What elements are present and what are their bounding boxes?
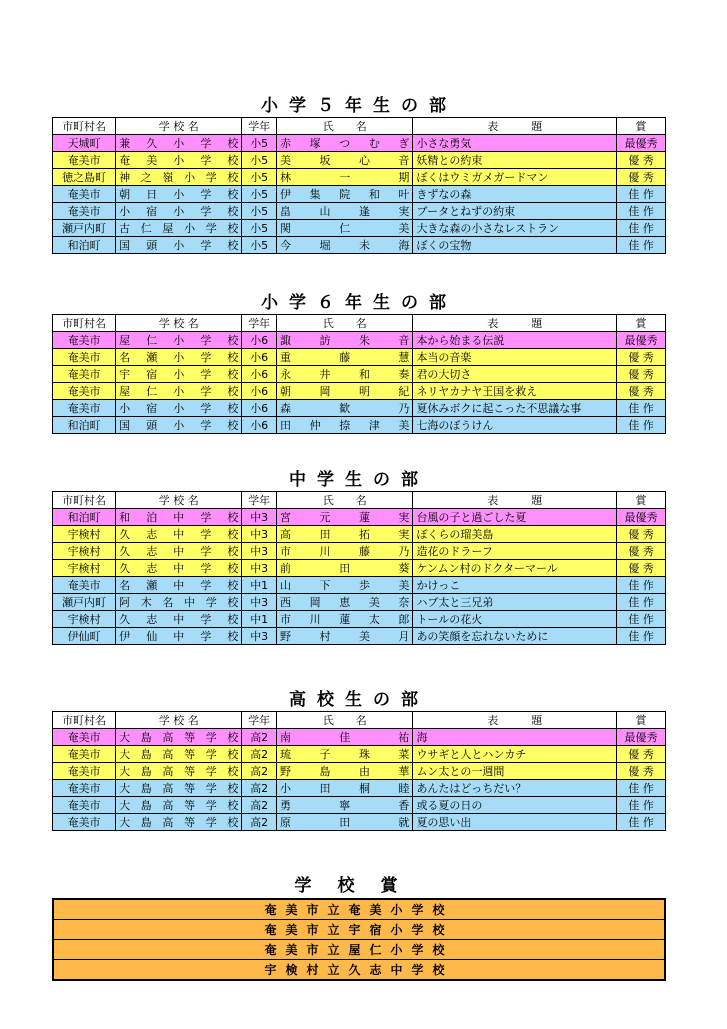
cell-name: 美坂心音 [277,152,413,169]
cell-name: 市川蓮太郎 [277,611,413,628]
cell-name: 今堀未海 [277,237,413,254]
cell-award: 最優秀 [617,509,666,526]
cell-name: 琉子珠菜 [277,746,413,763]
cell-school: 屋仁小学校 [116,383,242,400]
cell-municipality: 奄美市 [53,332,116,349]
cell-work-title: 夏の思い出 [413,814,617,831]
cell-grade: 小5 [242,135,277,152]
school-award-name: 奄美市立奄美小学校 [53,899,665,920]
school-award-name: 奄美市立宇宿小学校 [53,920,665,940]
cell-name: 南佳祐 [277,729,413,746]
cell-name: 朝岡明紀 [277,383,413,400]
table-row [53,797,666,814]
section-title: 中学生の部 [289,470,429,490]
cell-school: 久志中学校 [116,526,242,543]
cell-school: 大島高等学校 [116,763,242,780]
cell-name: 田仲捺津美 [277,417,413,434]
cell-school: 大島高等学校 [116,780,242,797]
column-header-school: 学 校 名 [116,118,242,135]
cell-school: 名瀬小学校 [116,349,242,366]
cell-school: 伊仙中学校 [116,628,242,645]
cell-grade: 中1 [242,611,277,628]
column-header-grade: 学年 [242,492,277,509]
awards-table [52,117,666,254]
cell-grade: 小5 [242,152,277,169]
cell-work-title: 夏休みボクに起こった不思議な事 [413,400,617,417]
cell-award: 佳 作 [617,814,666,831]
cell-school: 小宿小学校 [116,203,242,220]
cell-grade: 中3 [242,543,277,560]
cell-work-title: 或る夏の日の [413,797,617,814]
cell-grade: 高2 [242,729,277,746]
cell-grade: 高2 [242,814,277,831]
cell-work-title: 小さな勇気 [413,135,617,152]
cell-name: 関仁美 [277,220,413,237]
cell-name: 諏訪朱音 [277,332,413,349]
cell-municipality: 奄美市 [53,729,116,746]
table-row [53,543,666,560]
cell-school: 和泊中学校 [116,509,242,526]
cell-municipality: 奄美市 [53,400,116,417]
cell-award: 優 秀 [617,560,666,577]
table-header-row [53,492,666,509]
cell-municipality: 宇検村 [53,526,116,543]
cell-municipality: 奄美市 [53,577,116,594]
cell-municipality: 和泊町 [53,417,116,434]
cell-name: 永井和奏 [277,366,413,383]
cell-work-title: ムン太との一週間 [413,763,617,780]
cell-school: 宇宿小学校 [116,366,242,383]
cell-municipality: 奄美市 [53,746,116,763]
cell-grade: 中3 [242,560,277,577]
cell-award: 佳 作 [617,417,666,434]
cell-grade: 小5 [242,237,277,254]
cell-grade: 小5 [242,186,277,203]
table-row [53,526,666,543]
cell-name: 野村美月 [277,628,413,645]
cell-work-title: 台風の子と過ごした夏 [413,509,617,526]
cell-grade: 中3 [242,594,277,611]
cell-award: 佳 作 [617,611,666,628]
cell-name: 高田拓実 [277,526,413,543]
column-header-grade: 学年 [242,118,277,135]
awards-table [52,314,666,434]
section-title: 小学６年生の部 [261,293,457,313]
awards-table [52,491,666,645]
column-header-school: 学 校 名 [116,315,242,332]
cell-municipality: 和泊町 [53,237,116,254]
cell-grade: 小6 [242,332,277,349]
table-row [53,220,666,237]
cell-municipality: 宇検村 [53,611,116,628]
cell-grade: 中3 [242,628,277,645]
cell-grade: 小6 [242,349,277,366]
cell-work-title: かけっこ [413,577,617,594]
table-row [53,780,666,797]
column-header-work-title: 表 題 [413,315,617,332]
cell-work-title: 七海のぼうけん [413,417,617,434]
cell-work-title: 本から始まる伝説 [413,332,617,349]
school-award-name: 宇検村立久志中学校 [53,960,665,981]
cell-award: 佳 作 [617,237,666,254]
cell-award: 佳 作 [617,220,666,237]
cell-name: 重藤慧 [277,349,413,366]
cell-municipality: 奄美市 [53,349,116,366]
cell-municipality: 和泊町 [53,509,116,526]
cell-work-title: ケンムン村のドクターマール [413,560,617,577]
cell-award: 佳 作 [617,186,666,203]
cell-municipality: 伊仙町 [53,628,116,645]
cell-municipality: 奄美市 [53,780,116,797]
cell-work-title: 本当の音楽 [413,349,617,366]
cell-school: 奄美小学校 [116,152,242,169]
table-row [53,417,666,434]
cell-school: 大島高等学校 [116,729,242,746]
cell-grade: 高2 [242,797,277,814]
column-header-award: 賞 [617,712,666,729]
school-awards-table [52,898,666,981]
cell-work-title: 造花のドラーフ [413,543,617,560]
table-row [53,366,666,383]
table-row [53,594,666,611]
column-header-municipality: 市町村名 [53,118,116,135]
school-awards-title: 学校賞 [294,876,424,896]
table-row [53,577,666,594]
column-header-award: 賞 [617,492,666,509]
table-row [53,186,666,203]
cell-school: 神之嶺小学校 [116,169,242,186]
table-row [53,203,666,220]
cell-municipality: 天城町 [53,135,116,152]
table-row [53,349,666,366]
table-row [53,400,666,417]
cell-school: 名瀬中学校 [116,577,242,594]
cell-work-title: トールの花火 [413,611,617,628]
cell-award: 最優秀 [617,332,666,349]
column-header-name: 氏 名 [277,712,413,729]
list-item [53,940,665,960]
cell-award: 最優秀 [617,729,666,746]
column-header-municipality: 市町村名 [53,712,116,729]
cell-award: 佳 作 [617,594,666,611]
cell-grade: 高2 [242,746,277,763]
cell-award: 佳 作 [617,400,666,417]
table-row [53,135,666,152]
cell-municipality: 奄美市 [53,203,116,220]
cell-work-title: 大きな森の小さなレストラン [413,220,617,237]
cell-name: 森歓乃 [277,400,413,417]
cell-award: 優 秀 [617,383,666,400]
table-row [53,509,666,526]
column-header-school: 学 校 名 [116,492,242,509]
column-header-work-title: 表 題 [413,118,617,135]
cell-grade: 小6 [242,417,277,434]
cell-award: 優 秀 [617,763,666,780]
cell-school: 兼久小学校 [116,135,242,152]
cell-award: 優 秀 [617,746,666,763]
cell-municipality: 奄美市 [53,763,116,780]
cell-award: 優 秀 [617,169,666,186]
cell-municipality: 宇検村 [53,543,116,560]
cell-municipality: 奄美市 [53,814,116,831]
cell-award: 優 秀 [617,543,666,560]
cell-name: 伊集院和叶 [277,186,413,203]
cell-name: 小田桐睦 [277,780,413,797]
cell-work-title: ぼくらの瑠美島 [413,526,617,543]
cell-municipality: 奄美市 [53,186,116,203]
cell-work-title: ネリヤカナヤ王国を救え [413,383,617,400]
cell-grade: 小5 [242,169,277,186]
cell-award: 優 秀 [617,349,666,366]
table-header-row [53,712,666,729]
cell-school: 朝日小学校 [116,186,242,203]
cell-municipality: 奄美市 [53,366,116,383]
cell-award: 優 秀 [617,152,666,169]
column-header-award: 賞 [617,118,666,135]
cell-school: 国頭小学校 [116,237,242,254]
cell-name: 西岡恵美奈 [277,594,413,611]
column-header-municipality: 市町村名 [53,492,116,509]
cell-municipality: 瀬戸内町 [53,594,116,611]
table-header-row [53,315,666,332]
cell-grade: 小6 [242,400,277,417]
cell-school: 小宿小学校 [116,400,242,417]
cell-name: 前田葵 [277,560,413,577]
cell-school: 国頭小学校 [116,417,242,434]
cell-school: 屋仁小学校 [116,332,242,349]
column-header-municipality: 市町村名 [53,315,116,332]
table-row [53,746,666,763]
cell-school: 久志中学校 [116,611,242,628]
cell-grade: 高2 [242,780,277,797]
table-row [53,611,666,628]
cell-work-title: きずなの森 [413,186,617,203]
cell-name: 宮元蓮実 [277,509,413,526]
table-row [53,560,666,577]
cell-work-title: 君の大切さ [413,366,617,383]
column-header-name: 氏 名 [277,118,413,135]
cell-school: 久志中学校 [116,543,242,560]
cell-award: 優 秀 [617,366,666,383]
cell-name: 林一期 [277,169,413,186]
cell-school: 阿木名中学校 [116,594,242,611]
section-title: 高校生の部 [289,690,429,710]
cell-name: 野島由華 [277,763,413,780]
cell-work-title: 妖精との約束 [413,152,617,169]
table-header-row [53,118,666,135]
cell-municipality: 徳之島町 [53,169,116,186]
cell-work-title: あんたはどっちだい？ [413,780,617,797]
cell-work-title: あの笑顔を忘れないために [413,628,617,645]
cell-municipality: 瀬戸内町 [53,220,116,237]
column-header-award: 賞 [617,315,666,332]
cell-grade: 高2 [242,763,277,780]
list-item [53,960,665,981]
cell-work-title: ウサギと人とハンカチ [413,746,617,763]
table-row [53,237,666,254]
cell-grade: 中3 [242,526,277,543]
cell-name: 畠山逢実 [277,203,413,220]
column-header-work-title: 表 題 [413,712,617,729]
column-header-name: 氏 名 [277,492,413,509]
cell-municipality: 宇検村 [53,560,116,577]
cell-name: 市川藤乃 [277,543,413,560]
cell-grade: 小6 [242,366,277,383]
column-header-school: 学 校 名 [116,712,242,729]
cell-municipality: 奄美市 [53,797,116,814]
cell-municipality: 奄美市 [53,152,116,169]
column-header-grade: 学年 [242,315,277,332]
cell-name: 原田就 [277,814,413,831]
cell-grade: 小5 [242,220,277,237]
table-row [53,332,666,349]
column-header-grade: 学年 [242,712,277,729]
cell-grade: 中3 [242,509,277,526]
cell-award: 佳 作 [617,628,666,645]
table-row [53,763,666,780]
table-row [53,814,666,831]
cell-work-title: ブータとねずの約束 [413,203,617,220]
cell-name: 勇寧香 [277,797,413,814]
cell-award: 最優秀 [617,135,666,152]
cell-school: 大島高等学校 [116,746,242,763]
cell-work-title: ハブ太と三兄弟 [413,594,617,611]
cell-municipality: 奄美市 [53,383,116,400]
cell-award: 佳 作 [617,203,666,220]
cell-award: 佳 作 [617,577,666,594]
list-item [53,899,665,920]
cell-school: 久志中学校 [116,560,242,577]
cell-grade: 中1 [242,577,277,594]
cell-award: 優 秀 [617,526,666,543]
cell-grade: 小6 [242,383,277,400]
cell-award: 佳 作 [617,780,666,797]
table-row [53,628,666,645]
cell-work-title: 海 [413,729,617,746]
table-row [53,729,666,746]
cell-work-title: ぼくの宝物 [413,237,617,254]
table-row [53,152,666,169]
awards-table [52,711,666,831]
table-row [53,383,666,400]
table-row [53,169,666,186]
cell-name: 赤塚つむぎ [277,135,413,152]
section-title: 小学５年生の部 [261,96,457,116]
cell-work-title: ぼくはウミガメガードマン [413,169,617,186]
cell-grade: 小5 [242,203,277,220]
column-header-work-title: 表 題 [413,492,617,509]
list-item [53,920,665,940]
cell-school: 大島高等学校 [116,814,242,831]
cell-school: 大島高等学校 [116,797,242,814]
cell-name: 山下歩美 [277,577,413,594]
cell-school: 古仁屋小学校 [116,220,242,237]
school-award-name: 奄美市立屋仁小学校 [53,940,665,960]
column-header-name: 氏 名 [277,315,413,332]
cell-award: 佳 作 [617,797,666,814]
